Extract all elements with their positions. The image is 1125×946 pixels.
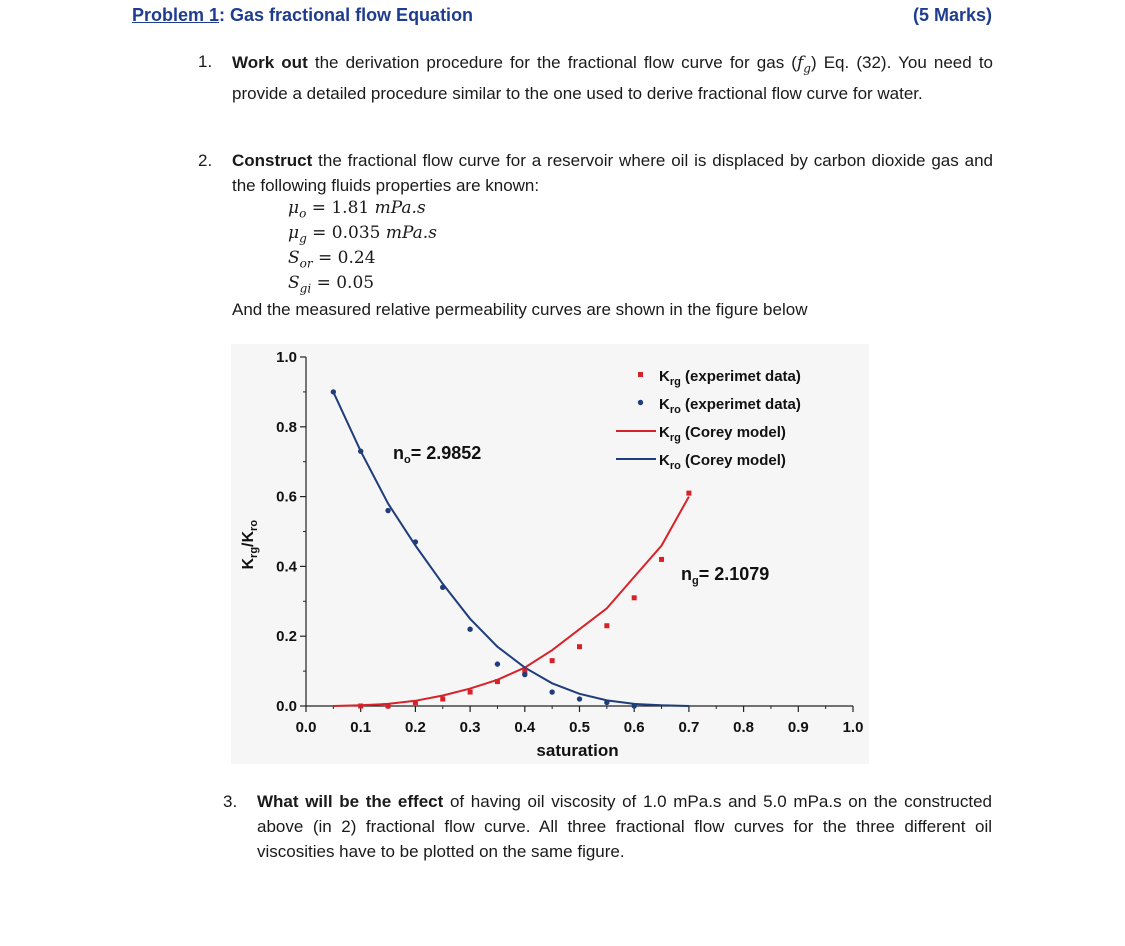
krg-data-point <box>413 700 418 705</box>
krg-data-point <box>604 623 609 628</box>
marks-label: (5 Marks) <box>912 5 992 25</box>
chart-legend <box>616 368 801 472</box>
krg-data-point <box>686 491 691 496</box>
legend-label: $K_{rg}$ (Corey model) <box>659 424 786 444</box>
fluid-properties <box>288 198 437 298</box>
q1-bold: Work out <box>232 53 308 72</box>
q3-bold: What will be the effect <box>257 792 444 811</box>
kro-data-point <box>440 585 445 590</box>
krg-corey-curve <box>333 497 689 706</box>
q2-text: Construct the fractional flow curve for a reservoir where oil is displaced by carbon dioxide gas and the following fluids properties are known: <box>232 151 993 195</box>
y-tick-label: 0.2 <box>276 628 297 646</box>
kro-data-point <box>331 389 336 394</box>
kro-data-point <box>413 539 418 544</box>
problem-label: Problem 1 <box>132 5 220 25</box>
kro-data-point <box>632 703 637 708</box>
kro-data-point <box>385 508 390 513</box>
problem-title-rest: : Gas fractional flow Equation <box>219 5 474 25</box>
x-tick-label: 0.7 <box>678 719 700 736</box>
prop-mu-o: $\mu_o = 1.81$ mPa.s <box>288 198 426 221</box>
chart-svg <box>231 344 869 764</box>
kro-data-point <box>577 696 582 701</box>
x-tick-label: 1.0 <box>842 719 864 736</box>
legend-label: $K_{rg}$ (experimet data) <box>659 368 801 388</box>
annotation-n-o: $n_o= 2.9852$ <box>393 443 482 466</box>
y-tick-label: 0.6 <box>276 488 297 506</box>
kro-data-point <box>467 627 472 632</box>
kro-data-point <box>549 689 554 694</box>
q2-after-text: And the measured relative permeability curves are shown in the figure below <box>232 300 808 319</box>
x-tick-label: 0.8 <box>733 719 755 736</box>
kro-data-point <box>358 449 363 454</box>
x-tick-label: 0.3 <box>459 719 481 736</box>
krg-data-point <box>577 644 582 649</box>
kro-data-point <box>495 661 500 666</box>
chart-points <box>331 389 692 708</box>
y-tick-label: 0.0 <box>276 698 297 715</box>
x-tick-label: 0.2 <box>404 719 426 736</box>
chart-curves <box>333 392 689 706</box>
krg-data-point <box>550 658 555 663</box>
y-tick-label: 0.4 <box>276 558 297 576</box>
legend-swatch-krg-data <box>638 372 643 377</box>
legend-label: $K_{ro}$ (experimet data) <box>659 396 801 416</box>
relperm-chart <box>231 344 869 764</box>
x-tick-label: 0.9 <box>787 719 809 736</box>
x-tick-label: 0.6 <box>623 719 645 736</box>
kro-data-point <box>604 700 609 705</box>
prop-sor: $S_{or} = 0.24$ <box>288 248 376 271</box>
x-tick-label: 0.1 <box>350 719 372 736</box>
q1-text: Work out the derivation procedure for the fractional flow curve for gas $(f_g)$ Eq. (32). You need to provide a detailed procedure similar to the one used to derive fractional flow curve for water. <box>232 53 993 104</box>
krg-data-point <box>440 697 445 702</box>
kro-corey-curve <box>333 392 689 706</box>
q2-bold: Construct <box>232 151 313 170</box>
krg-data-point <box>358 704 363 709</box>
krg-data-point <box>632 595 637 600</box>
y-tick-label: 0.8 <box>276 418 297 436</box>
prop-mu-g: $\mu_g = 0.035$ mPa.s <box>288 223 437 246</box>
legend-label: $K_{ro}$ (Corey model) <box>659 452 786 472</box>
x-tick-label: 0.4 <box>514 719 536 736</box>
prop-sgi: $S_{gi} = 0.05$ <box>288 273 375 296</box>
q1-number: 1. <box>198 52 213 71</box>
krg-data-point <box>468 690 473 695</box>
problem-title <box>132 5 473 26</box>
krg-data-point <box>386 704 391 709</box>
kro-data-point <box>522 672 527 677</box>
x-tick-label: 0.5 <box>569 719 590 736</box>
annotation-n-g: $n_g= 2.1079$ <box>681 564 770 587</box>
x-axis-label: saturation <box>536 741 619 760</box>
x-tick-label: 0.0 <box>295 719 317 736</box>
krg-data-point <box>659 557 664 562</box>
q3-text: What will be the effect of having oil viscosity of 1.0 mPa.s and 5.0 mPa.s on the constructed above (in 2) fractional flow curve. All three fractional flow curves for the three different oil viscosities have to be plotted on the same figure. <box>257 792 992 861</box>
y-axis-label: $K_{rg}/K_{ro}$ <box>240 519 260 570</box>
krg-data-point <box>495 679 500 684</box>
q2-number: 2. <box>198 151 213 170</box>
legend-swatch-kro-data <box>638 400 643 405</box>
q3-number: 3. <box>223 792 238 811</box>
y-tick-label: 1.0 <box>276 349 297 366</box>
